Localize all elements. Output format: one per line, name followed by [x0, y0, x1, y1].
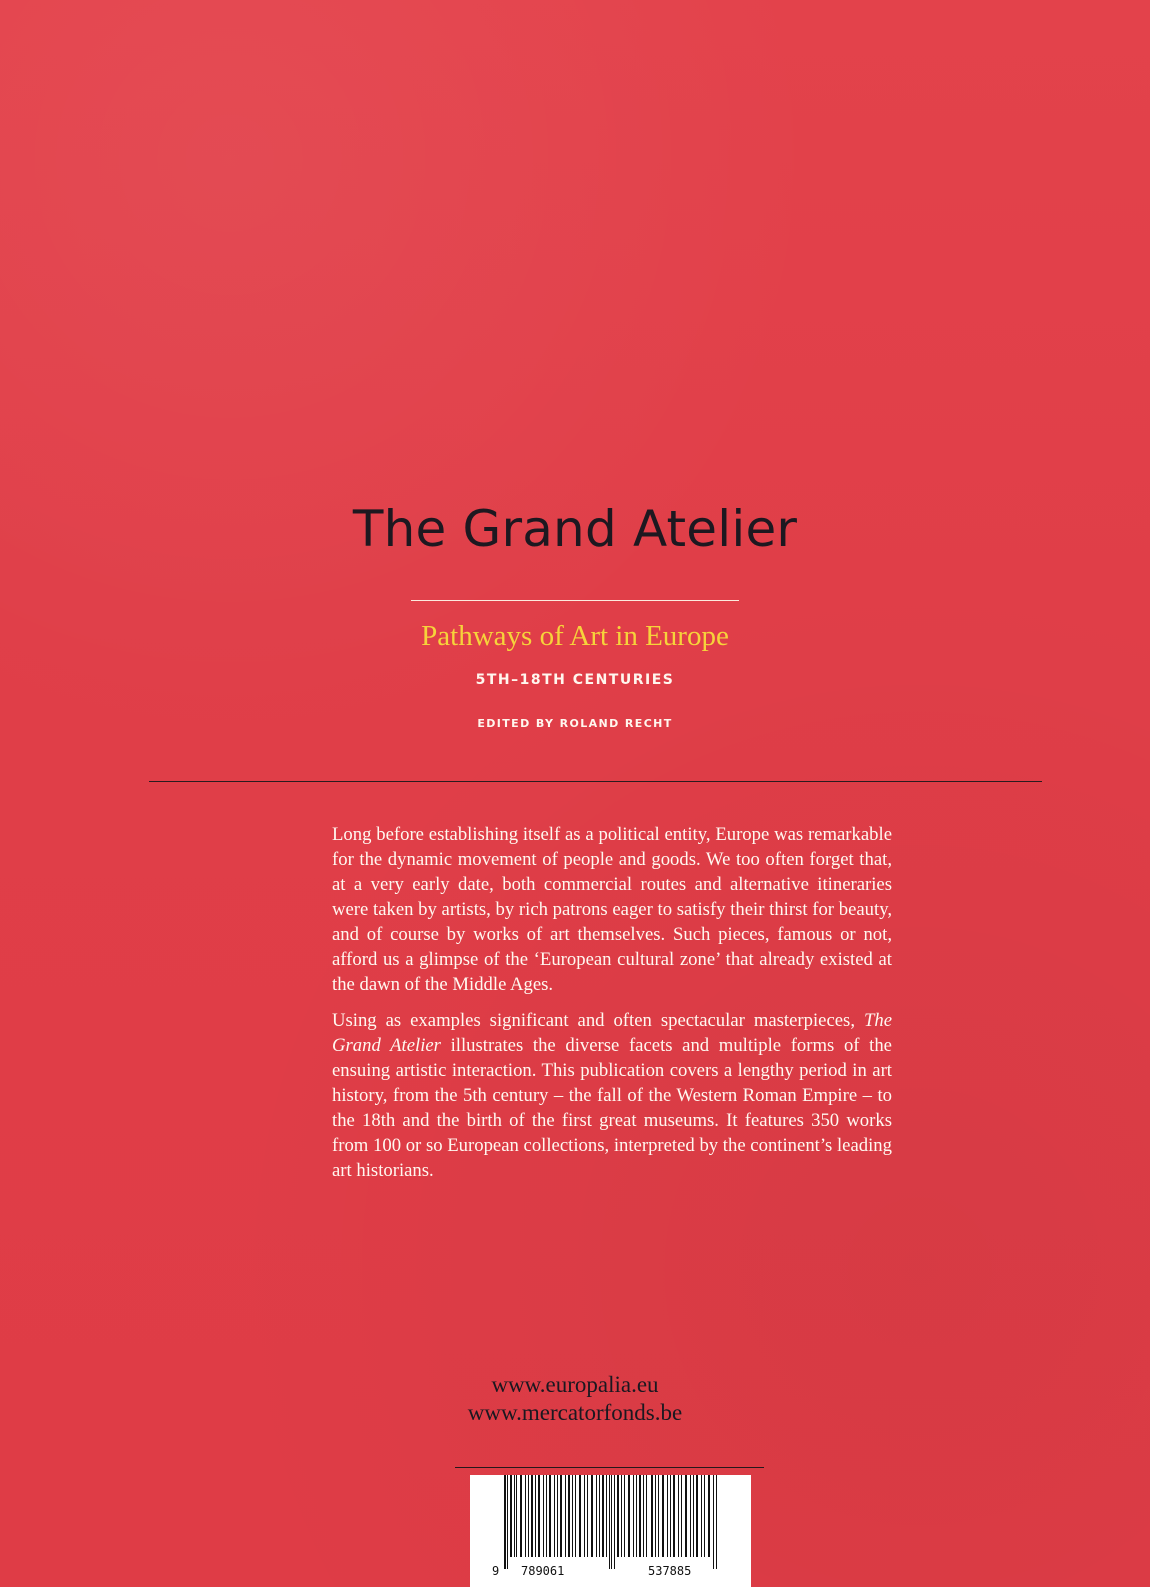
- barcode-bar: [670, 1475, 671, 1557]
- barcode-bar: [568, 1475, 570, 1557]
- barcode-bar: [538, 1475, 540, 1557]
- description-block: [332, 822, 892, 1194]
- barcode-bar: [528, 1475, 529, 1557]
- description-paragraph-2: [332, 1008, 892, 1183]
- barcode-bar: [617, 1475, 619, 1557]
- barcode-bar: [507, 1475, 508, 1569]
- barcode-bar: [673, 1475, 675, 1557]
- barcode-bar: [543, 1475, 544, 1557]
- barcode-bar: [579, 1475, 581, 1557]
- barcode-bar: [655, 1475, 656, 1557]
- barcode-bar: [690, 1475, 691, 1557]
- section-divider: [149, 781, 1042, 782]
- barcode-bar: [516, 1475, 517, 1557]
- barcode-bar: [599, 1475, 600, 1557]
- barcode-bar: [704, 1475, 705, 1557]
- barcode-graphic: [470, 1475, 751, 1587]
- barcode-bar: [628, 1475, 630, 1557]
- barcode-bar: [621, 1475, 622, 1557]
- title-rule: [411, 600, 739, 601]
- description-paragraph-1: Long before establishing itself as a political entity, Europe was remarkable for the dynamic movement of people and goods. We too often forget that, at a very early date, both commercial routes and alternative itineraries were taken by artists, by rich patrons eager to satisfy their thirst for beauty, and of course by works of art themselves. Such pieces, famous or not, afford us a glimpse of the ‘European cultural zone’ that already existed at the dawn of the Middle Ages.: [332, 824, 892, 995]
- description-paragraph-2-italic-title: The Grand Atelier: [332, 1010, 893, 1056]
- barcode-bar: [510, 1475, 512, 1557]
- barcode-bar: [693, 1475, 694, 1557]
- barcode-bar: [572, 1475, 573, 1557]
- barcode-bar: [591, 1475, 593, 1557]
- barcode-bar: [708, 1475, 710, 1557]
- barcode-bar: [549, 1475, 551, 1557]
- barcode-bar: [584, 1475, 585, 1557]
- barcode-bar: [560, 1475, 562, 1557]
- barcode-right-group: 537885: [648, 1564, 692, 1578]
- europalia-url: www.europalia.eu: [491, 1372, 659, 1397]
- barcode-bar: [535, 1475, 536, 1557]
- barcode-bar: [546, 1475, 547, 1557]
- barcode-bar: [696, 1475, 698, 1557]
- barcode-prefix: 9: [492, 1564, 500, 1578]
- barcode-bar: [602, 1475, 604, 1557]
- barcode-bar: [701, 1475, 702, 1557]
- barcode-bar: [651, 1475, 653, 1557]
- barcode-bar: [685, 1475, 687, 1557]
- barcode-bar: [716, 1475, 717, 1569]
- barcode-bar: [633, 1475, 634, 1557]
- barcode-top-rule: [455, 1467, 764, 1468]
- barcode-bar: [606, 1475, 607, 1557]
- barcode-bar: [587, 1475, 588, 1557]
- isbn-barcode: [470, 1475, 751, 1587]
- barcode-bar: [639, 1475, 641, 1557]
- barcode-bar: [531, 1475, 533, 1557]
- barcode-bar: [525, 1475, 526, 1557]
- barcode-bar: [643, 1475, 644, 1557]
- description-paragraph-2-rest: illustrates the diverse facets and multiple forms of the ensuing artistic interaction. This publication covers a lengthy period in art history, from the 5th century – the fall of the Western Roman Empire – to the 18th and the birth of the first great museums. It features 350 works from 100 or so European collections, interpreted by the continent’s leading art historians.: [332, 1035, 892, 1181]
- barcode-bar: [596, 1475, 597, 1557]
- barcode-bar: [504, 1475, 506, 1569]
- barcode-bar: [565, 1475, 566, 1557]
- barcode-bar: [575, 1475, 576, 1557]
- barcode-bar: [662, 1475, 664, 1557]
- barcode-bar: [658, 1475, 659, 1557]
- editor-credit: EDITED BY ROLAND RECHT: [477, 717, 673, 730]
- centuries-label: 5TH–18TH CENTURIES: [475, 672, 675, 688]
- barcode-bar: [678, 1475, 679, 1557]
- barcode-bar: [667, 1475, 668, 1557]
- book-subtitle: Pathways of Art in Europe: [421, 620, 729, 652]
- barcode-bar: [611, 1475, 612, 1569]
- website-links: [0, 1371, 1150, 1427]
- barcode-bar: [636, 1475, 637, 1557]
- barcode-bar: [609, 1475, 610, 1569]
- barcode-bar: [713, 1475, 714, 1569]
- barcode-bar: [614, 1475, 615, 1569]
- description-paragraph-2-lead: Using as examples significant and often spectacular masterpieces,: [332, 1010, 856, 1031]
- barcode-bar: [554, 1475, 555, 1557]
- book-title: The Grand Atelier: [352, 500, 798, 558]
- mercatorfonds-url: www.mercatorfonds.be: [467, 1400, 683, 1425]
- barcode-bar: [557, 1475, 558, 1557]
- barcode-bar: [624, 1475, 625, 1557]
- barcode-left-group: 789061: [521, 1564, 565, 1578]
- barcode-bar: [681, 1475, 682, 1557]
- barcode-bar: [646, 1475, 647, 1557]
- barcode-bar: [520, 1475, 522, 1557]
- barcode-bar: [514, 1475, 515, 1557]
